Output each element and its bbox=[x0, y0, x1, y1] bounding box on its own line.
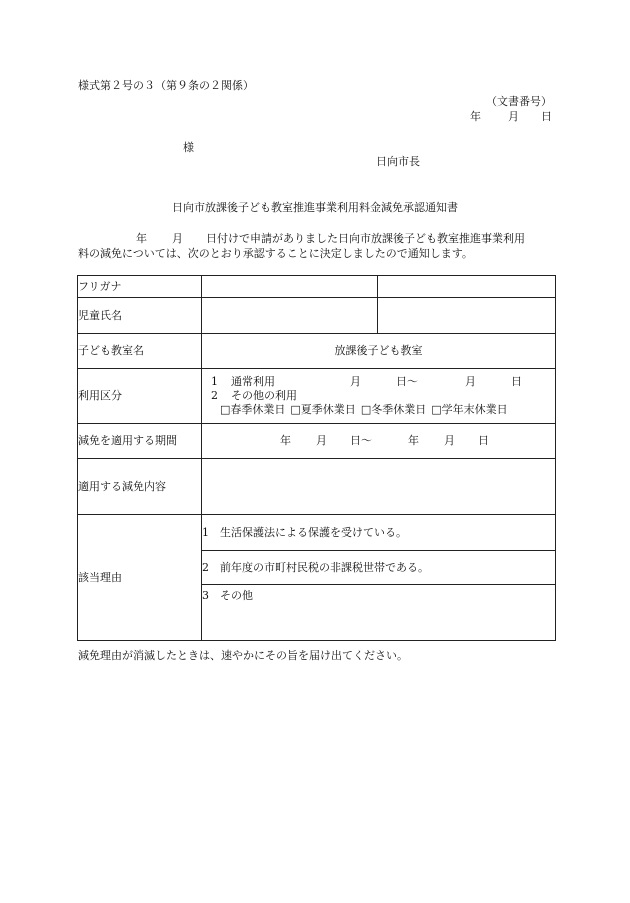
checkbox-yearend-holiday[interactable]: □学年末休業日 bbox=[431, 403, 508, 416]
issuer: 日向市長 bbox=[376, 155, 420, 168]
intro-line-2: 料の減免については、次のとおり承認することに決定しましたので通知します。 bbox=[78, 247, 473, 260]
addressee-suffix: 様 bbox=[183, 141, 194, 154]
reason-label: 該当理由 bbox=[78, 515, 202, 641]
exemption-content-value bbox=[202, 459, 556, 515]
child-name-value-2 bbox=[378, 298, 556, 334]
checkbox-spring-holiday[interactable]: □春季休業日 bbox=[220, 403, 286, 416]
usage-row bbox=[78, 369, 556, 424]
furigana-value-2 bbox=[378, 276, 556, 298]
intro-year: 年 bbox=[136, 232, 147, 245]
intro-text: 日付けで申請がありました日向市放課後子ども教室推進事業利用 bbox=[206, 232, 525, 245]
exemption-content-label: 適用する減免内容 bbox=[78, 459, 202, 515]
child-name-row bbox=[78, 298, 556, 334]
holiday-checkboxes bbox=[202, 403, 555, 417]
child-name-value bbox=[202, 298, 378, 334]
child-name-label: 児童氏名 bbox=[78, 298, 202, 334]
period-row bbox=[78, 424, 556, 459]
form-id: 様式第２号の３（第９条の２関係） bbox=[78, 79, 254, 92]
furigana-row bbox=[78, 276, 556, 298]
reason-option-1: 1 生活保護法による保護を受けている。 bbox=[202, 515, 556, 551]
usage-option-1: 1 通常利用 月 日～ 月 日 bbox=[211, 375, 522, 388]
usage-label: 利用区分 bbox=[78, 369, 202, 424]
checkbox-winter-holiday[interactable]: □冬季休業日 bbox=[360, 403, 427, 416]
document-title: 日向市放課後子ども教室推進事業利用料金減免承認通知書 bbox=[172, 201, 458, 214]
period-label: 減免を適用する期間 bbox=[78, 424, 202, 459]
classroom-label: 子ども教室名 bbox=[78, 334, 202, 369]
intro-month: 月 bbox=[172, 232, 183, 245]
issue-date-month: 月 bbox=[508, 110, 519, 123]
footer-note: 減免理由が消滅したときは、速やかにその旨を届け出てください。 bbox=[78, 649, 408, 662]
reason-option-2: 2 前年度の市町村民税の非課税世帯である。 bbox=[202, 551, 556, 585]
classroom-value: 放課後子ども教室 bbox=[202, 334, 556, 369]
checkbox-summer-holiday[interactable]: □夏季休業日 bbox=[290, 403, 356, 416]
period-value: 年 月 日～ 年 月 日 bbox=[202, 424, 556, 459]
furigana-label: フリガナ bbox=[78, 276, 202, 298]
issue-date-year: 年 bbox=[470, 110, 481, 123]
usage-option-2: 2 その他の利用 bbox=[211, 389, 297, 402]
usage-options bbox=[202, 369, 556, 424]
exemption-content-row bbox=[78, 459, 556, 515]
issue-date-day: 日 bbox=[541, 110, 552, 123]
classroom-row bbox=[78, 334, 556, 369]
exemption-table bbox=[77, 275, 556, 641]
document-number: （文書番号） bbox=[486, 95, 552, 108]
reason-option-3: 3 その他 bbox=[202, 585, 556, 641]
reason-row-1 bbox=[78, 515, 556, 551]
furigana-value bbox=[202, 276, 378, 298]
